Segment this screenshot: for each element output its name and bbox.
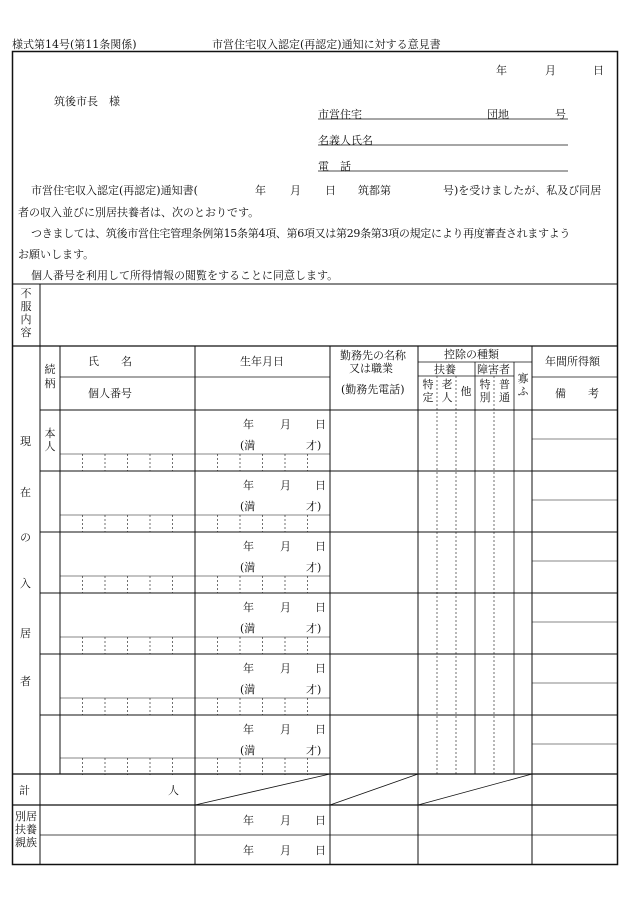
birth-day: 日	[315, 601, 326, 614]
dependent-header: 扶養	[434, 363, 456, 376]
age-close: 才)	[306, 683, 322, 696]
body-line1-ref: 筑都第	[358, 184, 391, 197]
name-field[interactable]	[62, 534, 193, 574]
residents-char: 者	[20, 675, 31, 688]
relation-header	[40, 363, 60, 391]
name-field[interactable]	[62, 473, 193, 513]
income-field[interactable]	[534, 595, 616, 621]
body-line1-month: 月	[290, 184, 301, 197]
birth-day: 日	[315, 479, 326, 492]
sep-birth-month: 月	[280, 844, 291, 857]
futsuu-header	[495, 378, 514, 404]
roujin-header	[438, 378, 456, 404]
addressee: 筑後市長 様	[54, 95, 120, 108]
name-field[interactable]	[62, 717, 193, 757]
age-close: 才)	[306, 622, 322, 635]
tokutei-header	[419, 378, 437, 404]
body-line1-b: 号)を受けましたが、私及び同居	[443, 184, 602, 197]
separate-dependents-label	[12, 810, 40, 849]
remarks-field[interactable]	[534, 624, 616, 652]
objection-char: 不	[20, 287, 32, 300]
age-open: (満	[240, 500, 256, 513]
age-open: (満	[240, 744, 256, 757]
body-line1-day: 日	[325, 184, 336, 197]
sep-birth-year: 年	[243, 844, 254, 857]
remarks-field[interactable]	[534, 685, 616, 713]
age-open: (満	[240, 683, 256, 696]
age-open: (満	[240, 439, 256, 452]
birth-year: 年	[243, 540, 254, 553]
age-close: 才)	[306, 744, 322, 757]
birth-day: 日	[315, 540, 326, 553]
remarks-field[interactable]	[534, 441, 616, 469]
birth-field[interactable]	[197, 534, 328, 574]
age-open: (満	[240, 561, 256, 574]
birth-year: 年	[243, 601, 254, 614]
birth-day: 日	[315, 662, 326, 675]
birth-field[interactable]	[197, 717, 328, 757]
work-header-2: 又は職業	[349, 362, 393, 375]
birth-month: 月	[280, 418, 291, 431]
workplace-field[interactable]	[332, 595, 416, 652]
total-label: 計	[19, 784, 30, 797]
age-close: 才)	[306, 500, 322, 513]
birth-year: 年	[243, 662, 254, 675]
residents-char: 現	[20, 435, 31, 448]
workplace-field[interactable]	[332, 534, 416, 591]
mynumber-field[interactable]	[62, 516, 328, 530]
sep-birth-month: 月	[280, 814, 291, 827]
objection-char: 容	[20, 326, 32, 339]
number-label: 号	[555, 108, 566, 121]
date-month: 月	[545, 64, 556, 77]
remarks-field[interactable]	[534, 502, 616, 530]
residents-char: 在	[20, 486, 31, 499]
income-field[interactable]	[534, 534, 616, 560]
widow-text: 寡ふ	[517, 372, 529, 398]
workplace-field[interactable]	[332, 656, 416, 713]
date-year: 年	[496, 64, 507, 77]
tokubetsu-header	[476, 378, 494, 404]
work-header-1: 勤務先の名称	[340, 349, 406, 362]
futsuu-text: 普通	[499, 378, 510, 404]
sep-birth-day: 日	[315, 814, 326, 827]
birth-year: 年	[243, 479, 254, 492]
birth-month: 月	[280, 540, 291, 553]
danchi-label: 団地	[487, 108, 509, 121]
workplace-field[interactable]	[332, 473, 416, 530]
birth-month: 月	[280, 662, 291, 675]
name-header: 氏 名	[88, 355, 132, 368]
age-open: (満	[240, 622, 256, 635]
name-field[interactable]	[62, 595, 193, 635]
body-line3: つきましては、筑後市営住宅管理条例第15条第4項、第6項又は第29条第3項の規定により再度審査されますよう	[31, 227, 571, 240]
workplace-field[interactable]	[332, 717, 416, 774]
tokubetsu-text: 特別	[479, 378, 491, 404]
mynumber-field[interactable]	[62, 638, 328, 652]
birth-month: 月	[280, 601, 291, 614]
name-field[interactable]	[62, 412, 193, 452]
self-label	[40, 427, 60, 453]
work-header-3: (勤務先電話)	[341, 383, 405, 396]
mynumber-header: 個人番号	[88, 387, 132, 400]
workplace-field[interactable]	[332, 412, 416, 469]
objection-char: 内	[20, 313, 32, 326]
objection-label	[12, 287, 40, 339]
mynumber-field[interactable]	[62, 699, 328, 713]
income-field[interactable]	[534, 656, 616, 682]
holder-name-label: 名義人氏名	[318, 134, 373, 147]
income-field[interactable]	[534, 473, 616, 499]
remarks-field[interactable]	[534, 746, 616, 774]
name-field[interactable]	[62, 656, 193, 696]
roujin-text: 老人	[441, 378, 453, 404]
separate-label-line: 親族	[15, 836, 37, 849]
age-close: 才)	[306, 561, 322, 574]
birth-month: 月	[280, 723, 291, 736]
body-line1-a: 市営住宅収入認定(再認定)通知書(	[31, 184, 198, 197]
form-number: 様式第14号(第11条関係)	[12, 38, 137, 51]
birth-year: 年	[243, 418, 254, 431]
birth-field[interactable]	[197, 412, 328, 452]
birth-field[interactable]	[197, 595, 328, 635]
other-header: 他	[460, 385, 472, 398]
sep-birth-day: 日	[315, 844, 326, 857]
body-line5: 個人番号を利用して所得情報の閲覧をすることに同意します。	[31, 269, 339, 282]
birth-header: 生年月日	[240, 355, 284, 368]
income-field[interactable]	[534, 717, 616, 743]
age-close: 才)	[306, 439, 322, 452]
mynumber-field[interactable]	[62, 760, 328, 774]
widow-header	[514, 372, 532, 398]
housing-label: 市営住宅	[318, 108, 362, 121]
date-day: 日	[593, 64, 604, 77]
remarks-header: 備 考	[555, 387, 599, 400]
phone-label: 電 話	[318, 160, 351, 173]
birth-field[interactable]	[197, 473, 328, 513]
income-field[interactable]	[534, 412, 616, 438]
self-label-text: 本人	[44, 427, 56, 453]
body-line4: お願いします。	[18, 248, 95, 261]
relation-header-text: 続柄	[44, 363, 56, 390]
body-line1-year: 年	[255, 184, 266, 197]
birth-month: 月	[280, 479, 291, 492]
form-title: 市営住宅収入認定(再認定)通知に対する意見書	[212, 38, 441, 51]
birth-field[interactable]	[197, 656, 328, 696]
mynumber-field[interactable]	[62, 577, 328, 591]
residents-char: の	[20, 531, 31, 544]
sep-birth-year: 年	[243, 814, 254, 827]
birth-day: 日	[315, 418, 326, 431]
objection-char: 服	[20, 300, 32, 313]
birth-day: 日	[315, 723, 326, 736]
birth-year: 年	[243, 723, 254, 736]
total-unit: 人	[168, 784, 179, 797]
body-line2: 者の収入並びに別居扶養者は、次のとおりです。	[18, 206, 260, 219]
separate-label-line: 扶養	[15, 823, 37, 836]
objection-content-field[interactable]	[42, 286, 616, 344]
deduction-header: 控除の種類	[444, 348, 499, 361]
remarks-field[interactable]	[534, 563, 616, 591]
residents-char: 居	[20, 627, 31, 640]
tokutei-text: 特定	[422, 378, 434, 404]
mynumber-field[interactable]	[62, 455, 328, 469]
income-header: 年間所得額	[545, 355, 600, 368]
disabled-header: 障害者	[477, 363, 510, 376]
residents-char: 入	[20, 577, 31, 590]
separate-label-line: 別居	[15, 810, 37, 823]
